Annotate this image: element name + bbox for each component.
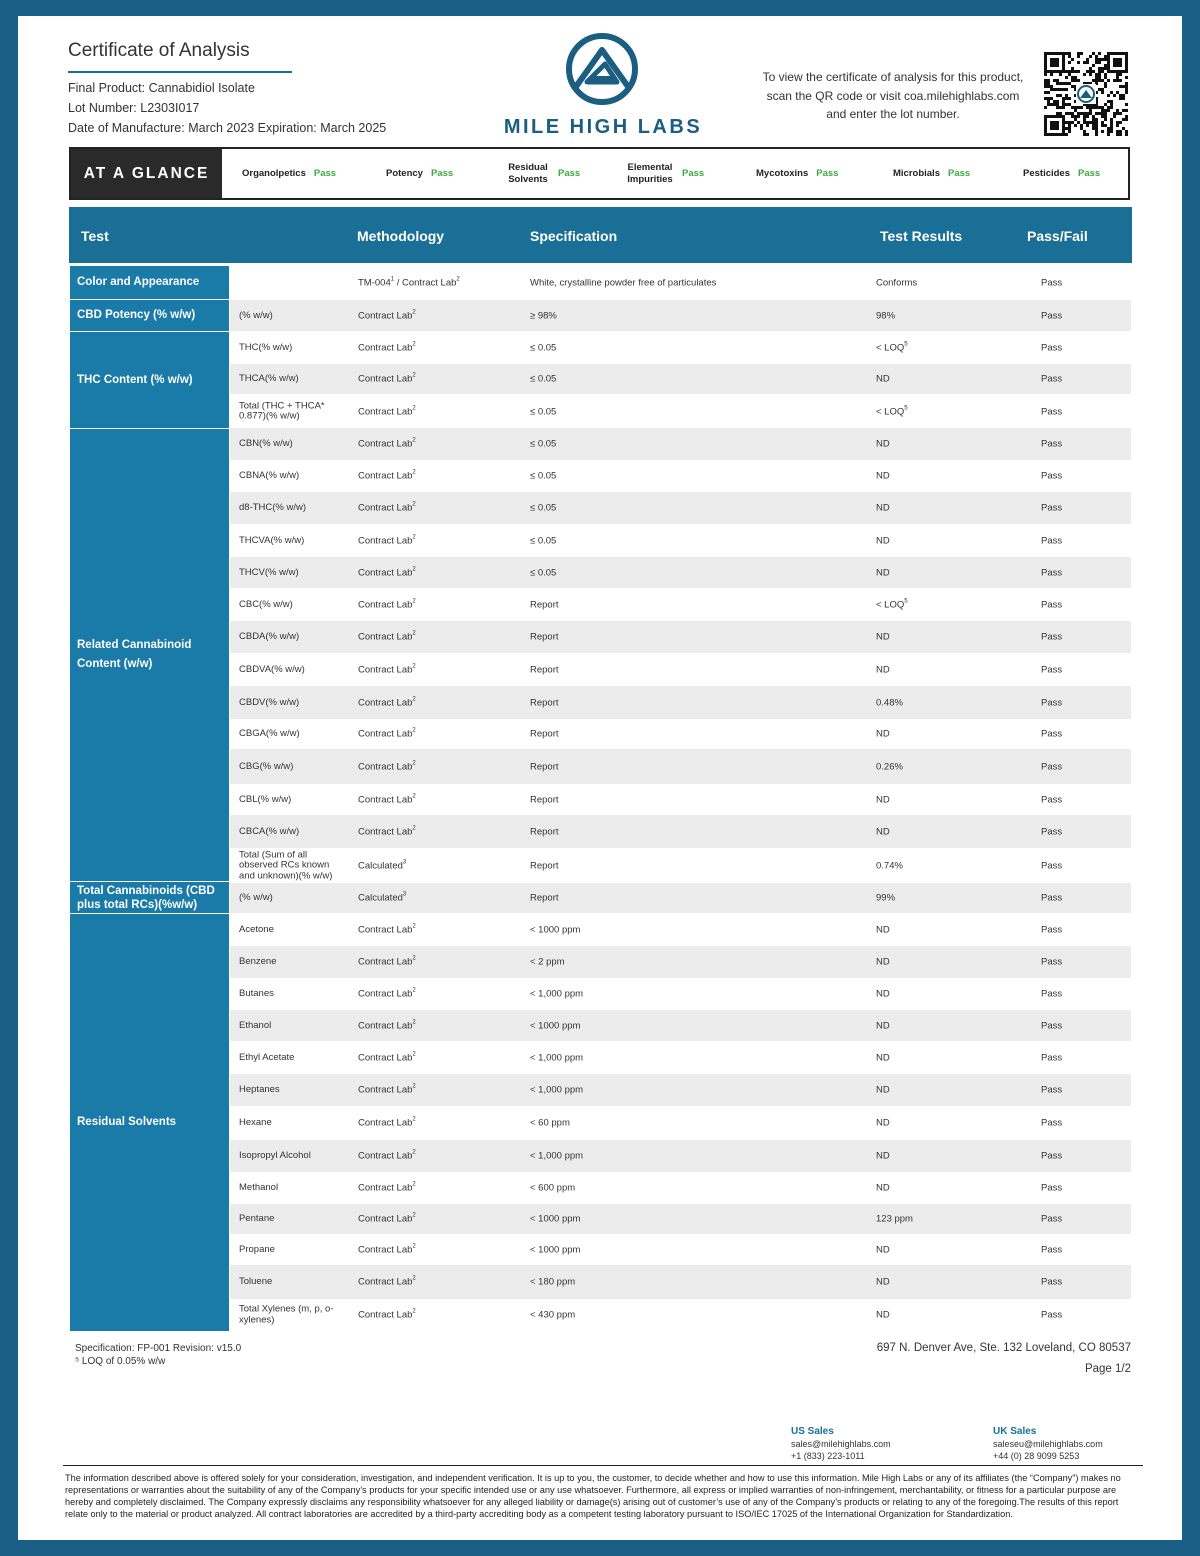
category-label: Total Cannabinoids (CBD plus total RCs)(%w/w) — [70, 882, 229, 913]
row-specification: < 1000 ppm — [530, 924, 581, 935]
row-test-result: ND — [876, 1117, 890, 1129]
spec-revision: Specification: FP-001 Revision: v15.0 — [75, 1343, 242, 1354]
table-row — [230, 524, 1131, 557]
row-specification: < 2 ppm — [530, 956, 565, 968]
category-label: Residual Solvents — [70, 914, 229, 1331]
table-row — [230, 1172, 1131, 1204]
header-test: Test — [81, 228, 109, 244]
row-methodology: Contract Lab$^2$ — [358, 598, 416, 610]
row-test-result: ND — [876, 988, 890, 1000]
table-row — [230, 588, 1131, 621]
header-test-results: Test Results — [880, 228, 963, 244]
row-pass-fail: Pass — [1041, 1150, 1063, 1162]
row-test-result: ND — [876, 794, 890, 805]
row-pass-fail: Pass — [1041, 535, 1063, 546]
row-methodology: Calculated$^3$ — [358, 891, 407, 904]
row-test-name: THCVA(% w/w) — [239, 534, 305, 546]
row-specification: < 180 ppm — [530, 1276, 576, 1288]
row-specification: ≤ 0.05 — [530, 502, 557, 514]
glance-item-pesticides: Pesticides Pass — [1023, 167, 1101, 179]
row-pass-fail: Pass — [1041, 1309, 1063, 1321]
row-pass-fail: Pass — [1041, 1052, 1063, 1063]
row-pass-fail: Pass — [1041, 956, 1063, 968]
row-test-name: Methanol — [239, 1181, 279, 1193]
table-row — [230, 1299, 1131, 1331]
table-row — [230, 266, 1131, 299]
table-row — [230, 1010, 1131, 1041]
row-pass-fail: Pass — [1041, 406, 1063, 417]
row-test-result: ND — [876, 470, 890, 482]
row-pass-fail: Pass — [1041, 761, 1063, 772]
row-specification: ≤ 0.05 — [530, 470, 557, 482]
row-specification: ≤ 0.05 — [530, 438, 557, 450]
row-methodology: Contract Lab$^2$ — [358, 1308, 416, 1321]
row-pass-fail: Pass — [1041, 1182, 1063, 1194]
row-pass-fail: Pass — [1041, 310, 1063, 321]
row-methodology: Contract Lab$^2$ — [358, 405, 416, 417]
table-row — [230, 492, 1131, 524]
row-pass-fail: Pass — [1041, 728, 1063, 740]
table-row — [230, 395, 1131, 428]
uk-sales-contact: UK Sales saleseu@milehighlabs.com +44 (0) 28 9099 5253 — [993, 1426, 1103, 1461]
row-test-result: ND — [876, 1150, 890, 1162]
qr-code-icon[interactable] — [1044, 52, 1128, 136]
row-test-name: CBCA(% w/w) — [239, 825, 300, 837]
table-row — [230, 1041, 1131, 1074]
category-label: Color and Appearance — [70, 266, 229, 299]
row-test-result: ND — [876, 502, 890, 514]
row-methodology: Contract Lab$^2$ — [358, 1149, 416, 1162]
row-test-name: Total Xylenes (m, p, o-xylenes) — [239, 1303, 334, 1325]
row-test-result: ND — [876, 1020, 890, 1031]
results-table-header — [69, 207, 1132, 263]
table-row — [230, 815, 1131, 848]
footnotes — [75, 1342, 241, 1368]
row-pass-fail: Pass — [1041, 470, 1063, 482]
row-pass-fail: Pass — [1041, 1084, 1063, 1096]
row-specification: < 1000 ppm — [530, 1244, 581, 1255]
row-test-result: < $LOQ^5$ — [876, 405, 908, 417]
row-test-name: (% w/w) — [239, 309, 273, 321]
row-test-result: ND — [876, 567, 890, 578]
row-methodology: Contract Lab$^2$ — [358, 793, 416, 805]
row-test-name: Toluene — [239, 1275, 273, 1287]
row-specification: ≤ 0.05 — [530, 342, 557, 354]
row-methodology: Contract Lab$^2$ — [358, 696, 416, 708]
table-row — [230, 946, 1131, 978]
table-row — [230, 460, 1131, 492]
table-row — [230, 1074, 1131, 1106]
row-methodology: Contract Lab$^2$ — [358, 663, 416, 675]
row-test-name: Butanes — [239, 987, 274, 999]
row-test-result: 0.48% — [876, 697, 903, 708]
row-pass-fail: Pass — [1041, 1117, 1063, 1129]
row-test-result: ND — [876, 438, 890, 450]
uk-sales-email[interactable]: saleseu@milehighlabs.com — [993, 1439, 1103, 1449]
row-methodology: Contract Lab$^2$ — [358, 760, 416, 772]
mountain-logo-icon — [563, 30, 641, 108]
row-test-result: ND — [876, 1244, 890, 1255]
row-specification: ≤ 0.05 — [530, 567, 557, 578]
table-row — [230, 364, 1131, 394]
row-methodology: Contract Lab$^2$ — [358, 566, 416, 578]
row-pass-fail: Pass — [1041, 664, 1063, 675]
row-methodology: Contract Lab$^2$ — [358, 534, 416, 546]
row-specification: Report — [530, 794, 559, 805]
document-page — [18, 16, 1182, 1540]
lot-number: Lot Number: L2303I017 — [68, 101, 200, 115]
row-test-name: CBNA(% w/w) — [239, 469, 300, 481]
table-row — [230, 1265, 1131, 1299]
table-row — [230, 883, 1131, 913]
row-test-name: CBDV(% w/w) — [239, 696, 300, 708]
row-methodology: Contract Lab$^2$ — [358, 469, 416, 482]
row-test-result: ND — [876, 1182, 890, 1194]
row-pass-fail: Pass — [1041, 1213, 1063, 1225]
row-specification: < 1000 ppm — [530, 1213, 581, 1225]
table-row — [230, 428, 1131, 460]
row-pass-fail: Pass — [1041, 1276, 1063, 1288]
row-methodology: Contract Lab$^2$ — [358, 1181, 416, 1194]
brand-wordmark: MILE HIGH LABS — [503, 116, 703, 138]
row-methodology: $TM-004^1$ / Contract Lab$^2$ — [358, 276, 460, 288]
row-test-name: THC(% w/w) — [239, 341, 293, 353]
row-test-name: THCV(% w/w) — [239, 566, 299, 578]
row-methodology: Contract Lab$^2$ — [358, 955, 416, 968]
row-test-name: CBDVA(% w/w) — [239, 663, 305, 675]
table-row — [230, 686, 1131, 719]
manufacture-dates: Date of Manufacture: March 2023 Expiration: March 2025 — [68, 121, 387, 135]
row-specification: < 1,000 ppm — [530, 988, 584, 1000]
row-test-result: 98% — [876, 310, 896, 321]
row-test-result: ND — [876, 535, 890, 546]
row-test-result: ND — [876, 728, 890, 740]
row-specification: ≤ 0.05 — [530, 373, 557, 385]
row-pass-fail: Pass — [1041, 438, 1063, 450]
glance-item-potency: Potency Pass — [386, 167, 454, 179]
row-pass-fail: Pass — [1041, 924, 1063, 935]
row-pass-fail: Pass — [1041, 892, 1063, 904]
row-test-result: < $LOQ^5$ — [876, 341, 908, 354]
at-a-glance-bar — [69, 147, 1130, 200]
row-test-result: 0.74% — [876, 860, 903, 871]
row-test-result: ND — [876, 631, 890, 643]
header-methodology: Methodology — [357, 228, 445, 244]
row-methodology: Contract Lab$^2$ — [358, 987, 416, 1000]
row-specification: < 600 ppm — [530, 1182, 576, 1194]
row-test-result: ND — [876, 826, 890, 837]
row-methodology: Contract Lab$^2$ — [358, 309, 416, 321]
company-address: 697 N. Denver Ave, Ste. 132 Loveland, CO 80537 — [876, 1342, 1131, 1354]
us-sales-phone: +1 (833) 223-1011 — [791, 1451, 865, 1461]
row-specification: < 1,000 ppm — [530, 1084, 584, 1096]
row-methodology: Contract Lab$^2$ — [358, 630, 416, 643]
table-row — [230, 1106, 1131, 1140]
row-specification: Report — [530, 826, 559, 837]
row-methodology: Calculated$^3$ — [358, 859, 407, 871]
row-methodology: Contract Lab$^2$ — [358, 437, 416, 450]
table-row — [230, 332, 1131, 364]
table-row — [230, 719, 1131, 749]
row-pass-fail: Pass — [1041, 697, 1063, 708]
row-specification: < 1,000 ppm — [530, 1150, 584, 1162]
glance-item-residual-solvents: Residual Solvents Pass — [508, 161, 581, 185]
row-test-result: 99% — [876, 892, 896, 904]
row-pass-fail: Pass — [1041, 1244, 1063, 1255]
row-specification: < 1000 ppm — [530, 1020, 581, 1031]
row-specification: White, crystalline powder free of particulates — [530, 277, 717, 288]
row-specification: Report — [530, 728, 559, 740]
header-specification: Specification — [530, 228, 618, 244]
row-pass-fail: Pass — [1041, 1020, 1063, 1031]
row-pass-fail: Pass — [1041, 277, 1063, 288]
row-methodology: Contract Lab$^2$ — [358, 1116, 416, 1129]
glance-item-elemental-impurities: Elemental Impurities Pass — [627, 161, 705, 185]
row-pass-fail: Pass — [1041, 373, 1063, 385]
table-row — [230, 621, 1131, 653]
table-row — [230, 1140, 1131, 1172]
row-test-name: Benzene — [239, 955, 277, 967]
row-specification: ≤ 0.05 — [530, 535, 557, 546]
row-methodology: Contract Lab$^2$ — [358, 1019, 416, 1031]
row-test-name: Acetone — [239, 923, 274, 935]
row-test-result: ND — [876, 1309, 890, 1321]
row-methodology: Contract Lab$^2$ — [358, 727, 416, 740]
table-row — [230, 913, 1131, 946]
us-sales-contact: US Sales sales@milehighlabs.com +1 (833) 223-1011 — [791, 1426, 891, 1461]
row-test-name: CBN(% w/w) — [239, 437, 293, 449]
title-underline — [68, 71, 292, 73]
row-test-result: 123 ppm — [876, 1213, 913, 1225]
table-row — [230, 978, 1131, 1010]
row-test-result: ND — [876, 664, 890, 675]
row-pass-fail: Pass — [1041, 342, 1063, 354]
glance-item-microbials: Microbials Pass — [893, 167, 971, 179]
row-test-name: Propane — [239, 1243, 275, 1255]
row-test-name: Ethanol — [239, 1019, 272, 1031]
row-test-name: d8-THC(% w/w) — [239, 501, 307, 513]
row-pass-fail: Pass — [1041, 599, 1063, 610]
row-methodology: Contract Lab$^2$ — [358, 923, 416, 935]
page-number: Page 1/2 — [1084, 1363, 1131, 1375]
row-methodology: Contract Lab$^2$ — [358, 372, 416, 385]
row-methodology: Contract Lab$^2$ — [358, 501, 416, 514]
row-test-name: CBGA(% w/w) — [239, 727, 300, 739]
row-test-name: Heptanes — [239, 1083, 280, 1095]
row-methodology: Contract Lab$^2$ — [358, 1083, 416, 1096]
row-methodology: Contract Lab$^2$ — [358, 1243, 416, 1255]
row-pass-fail: Pass — [1041, 826, 1063, 837]
table-row — [230, 848, 1131, 883]
row-test-name: (% w/w) — [239, 891, 273, 903]
disclaimer-divider — [63, 1465, 1143, 1466]
row-test-result: 0.26% — [876, 761, 903, 772]
row-test-name: Pentane — [239, 1212, 275, 1224]
row-test-name: Hexane — [239, 1116, 272, 1128]
row-specification: ≥ 98% — [530, 310, 557, 321]
row-test-result: Conforms — [876, 277, 918, 288]
row-pass-fail: Pass — [1041, 631, 1063, 643]
row-specification: Report — [530, 860, 559, 871]
row-pass-fail: Pass — [1041, 567, 1063, 578]
row-specification: Report — [530, 631, 559, 643]
row-specification: Report — [530, 761, 559, 772]
uk-sales-phone: +44 (0) 28 9099 5253 — [993, 1451, 1080, 1461]
glance-item-mycotoxins: Mycotoxins Pass — [756, 167, 839, 179]
row-specification: Report — [530, 697, 559, 708]
row-test-name: Total (THC + THCA* 0.877)(% w/w) — [239, 400, 325, 422]
table-row — [230, 784, 1131, 815]
row-specification: Report — [530, 892, 559, 904]
table-row — [230, 1204, 1131, 1234]
row-test-result: ND — [876, 1276, 890, 1288]
qr-instructions: To view the certificate of analysis for this product, scan the QR code or visit coa.milehighlabs.com and enter the lot number. — [762, 70, 1024, 121]
document-title: Certificate of Analysis — [68, 40, 250, 61]
row-specification: ≤ 0.05 — [530, 406, 557, 417]
header-pass-fail: Pass/Fail — [1027, 228, 1088, 244]
row-methodology: Contract Lab$^2$ — [358, 1051, 416, 1063]
us-sales-email[interactable]: sales@milehighlabs.com — [791, 1439, 891, 1449]
row-test-name: CBG(% w/w) — [239, 760, 294, 772]
row-specification: Report — [530, 664, 559, 675]
row-test-name: THCA(% w/w) — [239, 372, 299, 384]
row-test-name: Total (Sum of all observed RCs known and unknown)(% w/w) — [239, 848, 333, 881]
table-row — [230, 1234, 1131, 1265]
row-pass-fail: Pass — [1041, 794, 1063, 805]
legal-disclaimer: The information described above is offered solely for your consideration, investigation, and independent verification. It is up to you, the customer, to decide whether and how to use this information. Mile High Labs or any of its affiliates (the “Company”) makes no representations or warranties about the suitability of any of the Company’s products for your specific intended use or any use whatsoever. Furthermore, all express or implied warranties of non-infringement, merchantability, or fitness for a particular purpose are hereby and completely disclaimed. The Company expressly disclaims any responsibility whatsoever for any alleged liability or damage(s) arising out of customer’s use of any of the Company’s products or relating to any of the foregoing.The results of this report relate only to the material or product analyzed. All contract laboratories are accredited by a third-party accrediting body as a competent testing laboratory pursuant to ISO/IEC 17025 of the International Organization for Standardization. — [65, 1473, 1121, 1519]
loq-note: ⁵ LOQ of 0.05% w/w — [75, 1356, 166, 1367]
row-specification: < 1,000 ppm — [530, 1052, 584, 1063]
row-test-name: CBC(% w/w) — [239, 598, 293, 610]
row-test-name: CBL(% w/w) — [239, 793, 292, 805]
row-specification: Report — [530, 599, 559, 610]
row-methodology: Contract Lab$^2$ — [358, 1275, 416, 1288]
at-a-glance-label: AT A GLANCE — [71, 149, 222, 198]
glance-item-organoleptics: Organolpetics Pass — [242, 167, 337, 179]
table-row — [230, 749, 1131, 784]
category-label: CBD Potency (% w/w) — [70, 300, 229, 331]
row-test-name: Isopropyl Alcohol — [239, 1149, 311, 1161]
row-pass-fail: Pass — [1041, 502, 1063, 514]
row-test-result: < $LOQ^5$ — [876, 598, 908, 610]
row-test-name: CBDA(% w/w) — [239, 630, 300, 642]
table-row — [230, 300, 1131, 331]
row-test-result: ND — [876, 373, 890, 385]
category-label: THC Content (% w/w) — [70, 332, 229, 428]
row-methodology: Contract Lab$^2$ — [358, 825, 416, 837]
row-pass-fail: Pass — [1041, 860, 1063, 871]
row-methodology: Contract Lab$^2$ — [358, 1212, 416, 1225]
row-specification: < 430 ppm — [530, 1309, 576, 1321]
row-test-result: ND — [876, 1084, 890, 1096]
category-label: Related Cannabinoid Content (w/w) — [70, 429, 229, 881]
row-pass-fail: Pass — [1041, 988, 1063, 1000]
row-test-result: ND — [876, 1052, 890, 1063]
row-test-result: ND — [876, 924, 890, 935]
final-product: Final Product: Cannabidiol Isolate — [68, 81, 255, 95]
row-test-result: ND — [876, 956, 890, 968]
row-specification: < 60 ppm — [530, 1117, 570, 1129]
table-row — [230, 653, 1131, 686]
row-test-name: Ethyl Acetate — [239, 1051, 295, 1063]
row-methodology: Contract Lab$^2$ — [358, 341, 416, 354]
table-row — [230, 557, 1131, 588]
